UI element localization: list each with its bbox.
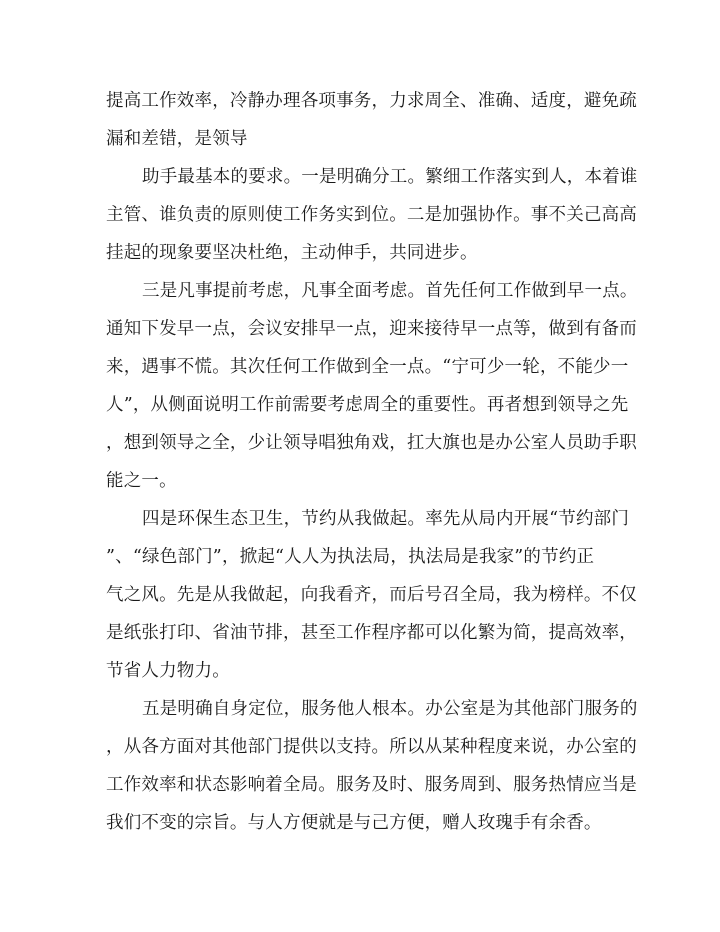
text-line: 三是凡事提前考虑，凡事全面考虑。首先任何工作做到早一点。	[142, 281, 638, 301]
text-line: 能之一。	[106, 471, 177, 491]
text-line: 助手最基本的要求。一是明确分工。繁细工作落实到人，本着谁	[142, 167, 638, 187]
text-line: 人”，从侧面说明工作前需要考虑周全的重要性。再者想到领导之先	[106, 395, 629, 415]
text-line: 工作效率和状态影响着全局。服务及时、服务周到、服务热情应当是	[106, 775, 637, 795]
text-line: 气之风。先是从我做起，向我看齐，而后号召全局，我为榜样。不仅	[106, 585, 637, 605]
text-line: 我们不变的宗旨。与人方便就是与己方便，赠人玫瑰手有余香。	[106, 813, 602, 833]
text-line: ，想到领导之全，少让领导唱独角戏，扛大旗也是办公室人员助手职	[106, 433, 637, 453]
text-line: ，从各方面对其他部门提供以支持。所以从某种程度来说，办公室的	[106, 737, 637, 757]
text-line: 主管、谁负责的原则使工作务实到位。二是加强协作。事不关己高高	[106, 205, 637, 225]
text-line: 漏和差错，是领导	[106, 129, 248, 149]
text-line: 五是明确自身定位，服务他人根本。办公室是为其他部门服务的	[142, 699, 638, 719]
text-line: 提高工作效率，冷静办理各项事务，力求周全、准确、适度，避免疏	[106, 91, 637, 111]
text-line: 是纸张打印、省油节排，甚至工作程序都可以化繁为简，提高效率，	[106, 623, 637, 643]
text-line: 来，遇事不慌。其次任何工作做到全一点。“宁可少一轮，不能少一	[106, 357, 629, 377]
text-line: 节省人力物力。	[106, 661, 230, 681]
text-line: 通知下发早一点，会议安排早一点，迎来接待早一点等，做到有备而	[106, 319, 637, 339]
text-line: ”、“绿色部门”，掀起“人人为执法局，执法局是我家”的节约正	[106, 547, 595, 567]
text-line: 挂起的现象要坚决杜绝，主动伸手，共同进步。	[106, 243, 478, 263]
text-line: 四是环保生态卫生，节约从我做起。率先从局内开展“节约部门	[142, 509, 630, 529]
